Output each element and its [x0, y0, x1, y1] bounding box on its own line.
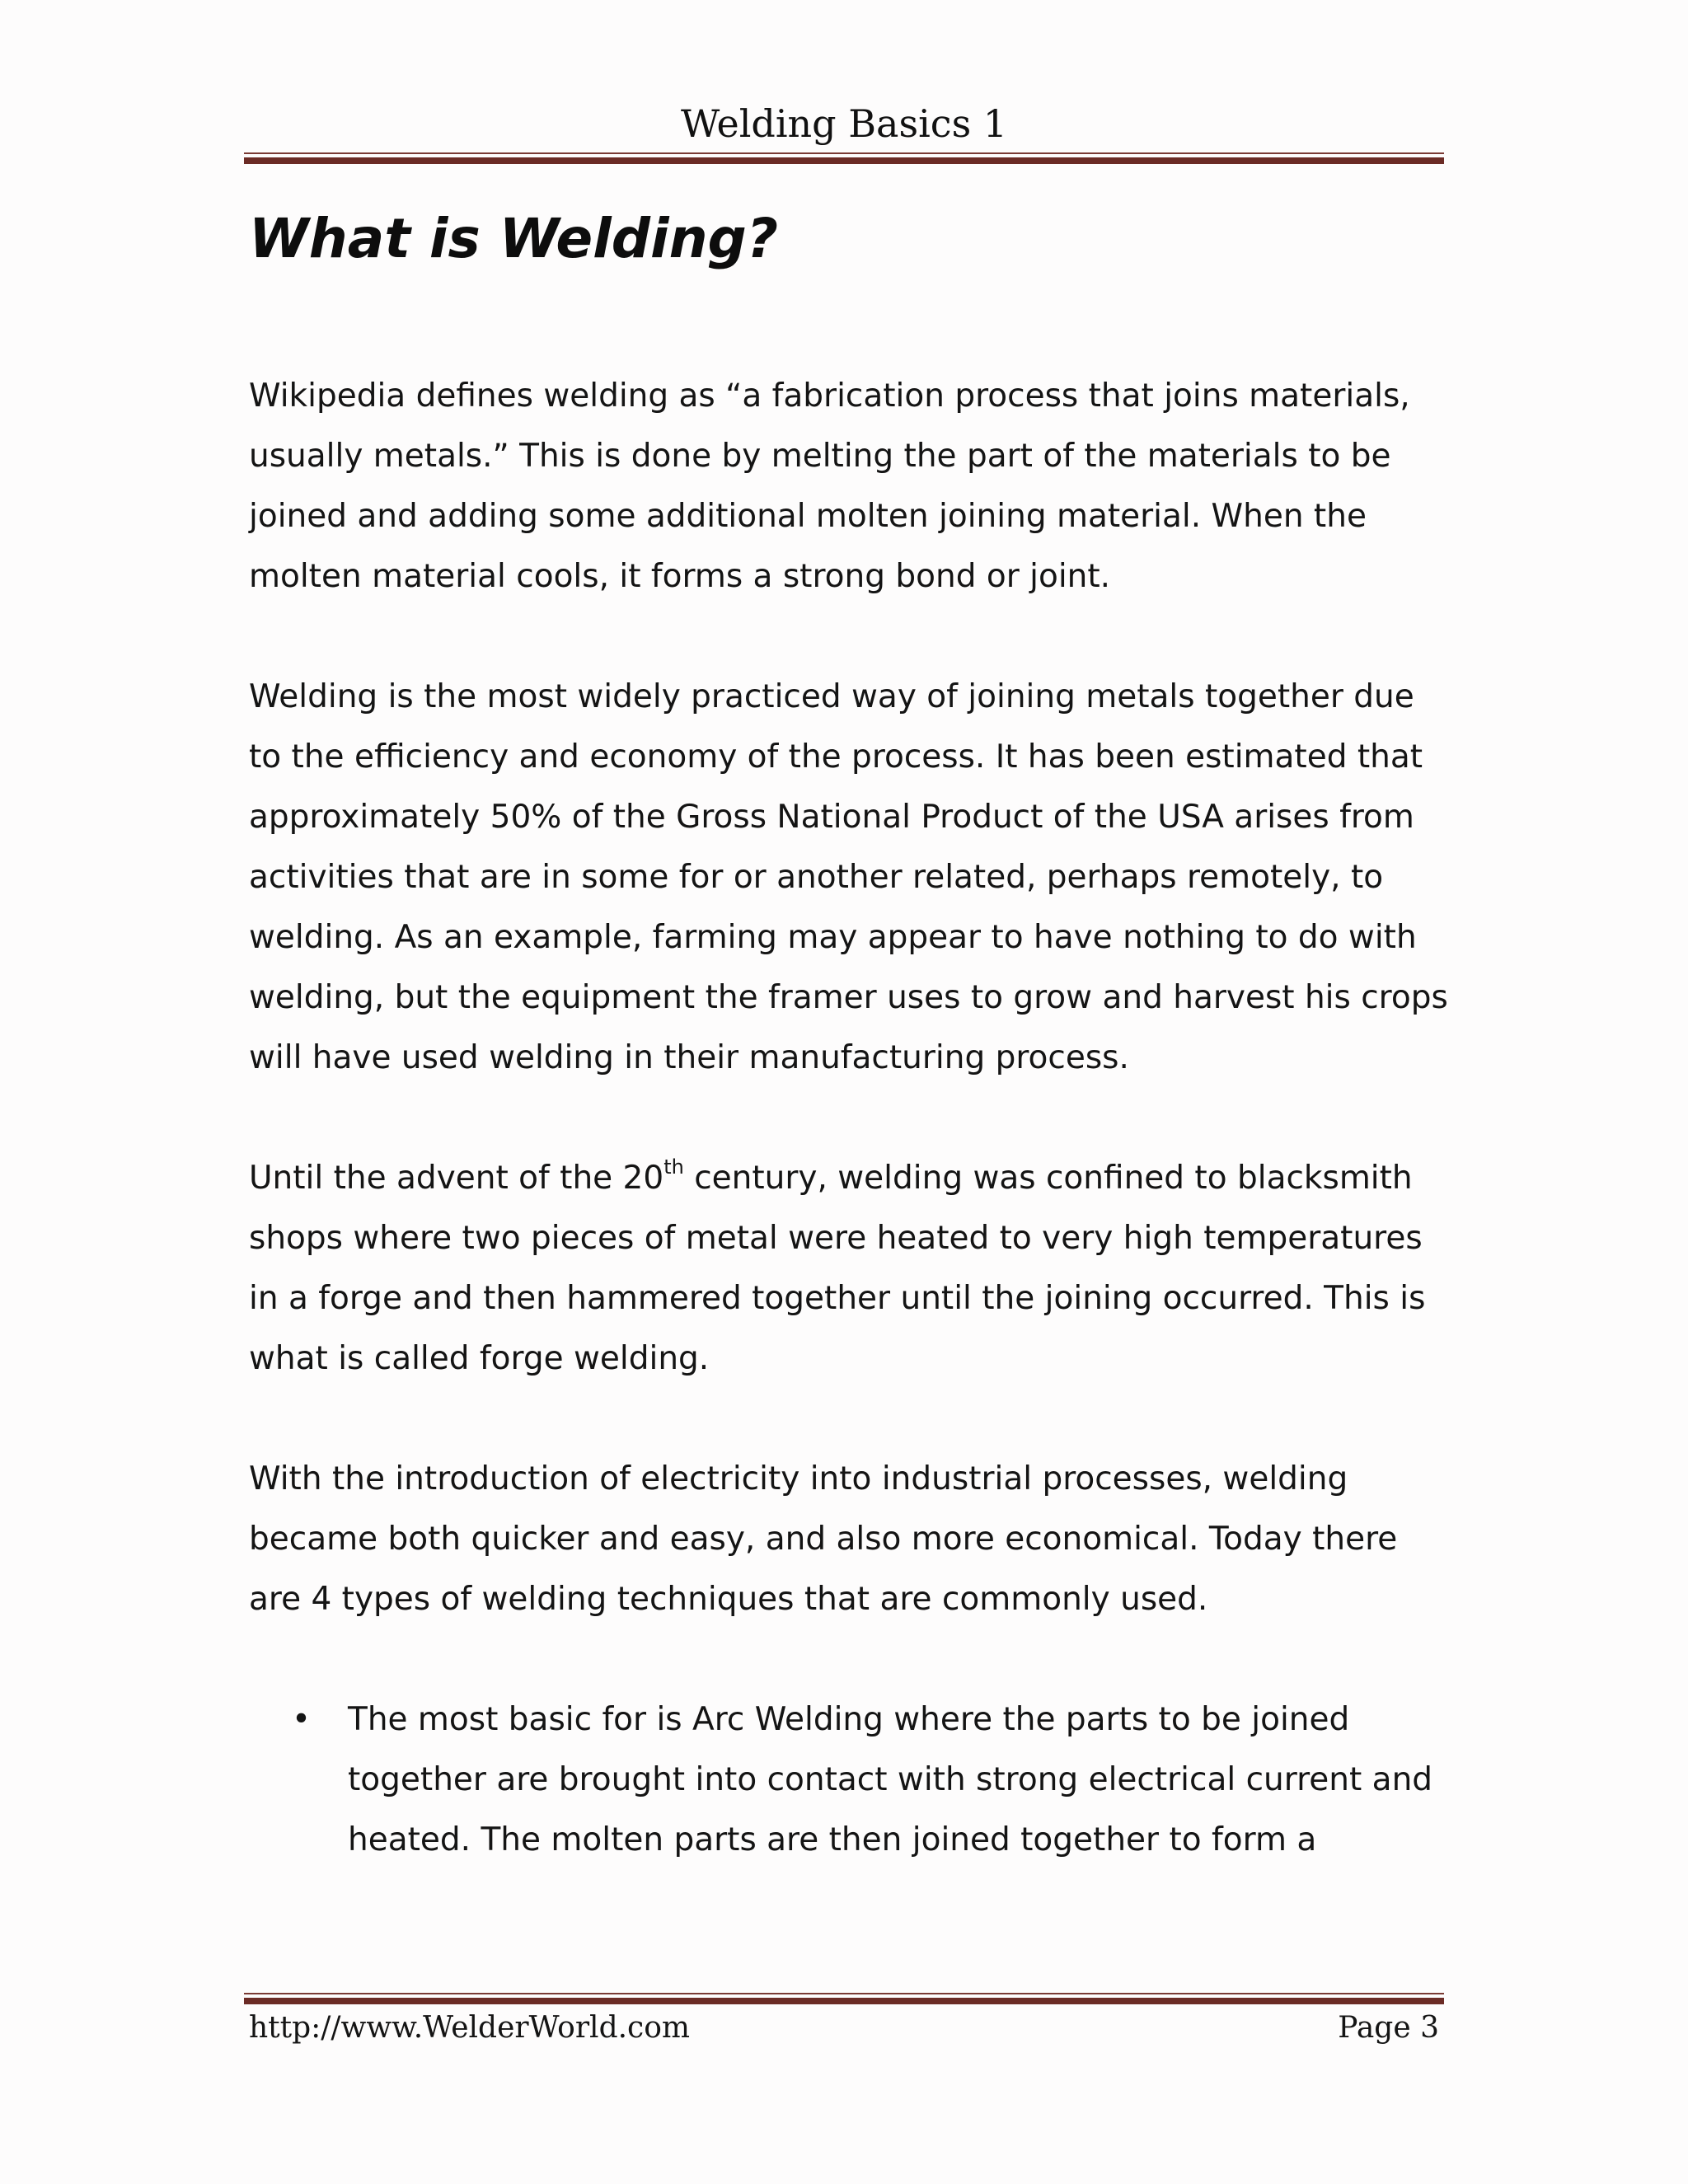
- document-body: [249, 366, 1452, 1870]
- page-bottom-margin: [0, 2077, 1688, 2184]
- paragraph-history: [249, 1148, 1452, 1389]
- list-item: [249, 1690, 1452, 1870]
- footer-rule-thick-line: [244, 1998, 1444, 2004]
- paragraph-definition: Wikipedia defines welding as “a fabrication process that joins materials, usually metals.” This is done by melting the part of the materials to be joined and adding some additional molten joining material. When the molten material cools, it forms a strong bond or joint.: [249, 377, 1410, 595]
- paragraph-electricity: With the introduction of electricity into industrial processes, welding became both quicker and easy, and also more economical. Today there are 4 types of welding techniques that are commonly used.: [249, 1460, 1398, 1618]
- paragraph-economy: Welding is the most widely practiced way of joining metals together due to the efficiency and economy of the process. It has been estimated that approximately 50% of the Gross National Product of the USA arises from activities that are in some for or another related, perhaps remotely, to welding. As an example, farming may appear to have nothing to do with welding, but the equipment the framer uses to grow and harvest his crops will have used welding in their manufacturing process.: [249, 678, 1448, 1076]
- footer-url: http://www.WelderWorld.com: [249, 2011, 691, 2045]
- list-item-text: The most basic for is Arc Welding where the parts to be joined together are brought into contact with strong electrical current and heated. The molten parts are then joined together to form a: [348, 1701, 1433, 1858]
- history-text-rest: century, welding was confined to blacksmith shops where two pieces of metal were heated to very high temperatures in a forge and then hammered together until the joining occurred. This is what is called forge welding.: [249, 1160, 1426, 1377]
- header-rule: [244, 152, 1444, 164]
- bullet-icon: •: [292, 1701, 312, 1738]
- history-text-start: Until the advent of the 20: [249, 1160, 664, 1197]
- running-header-title: Welding Basics 1: [680, 101, 1008, 146]
- page-number: Page 3: [1338, 2011, 1439, 2045]
- footer-rule: [244, 1993, 1444, 2004]
- ordinal-superscript: th: [663, 1155, 684, 1179]
- footer-rule-thin-line: [244, 1993, 1444, 1994]
- header-rule-thick-line: [244, 157, 1444, 164]
- header-rule-thin-line: [244, 152, 1444, 154]
- welding-types-list: [249, 1690, 1452, 1870]
- page-title: What is Welding?: [249, 207, 779, 270]
